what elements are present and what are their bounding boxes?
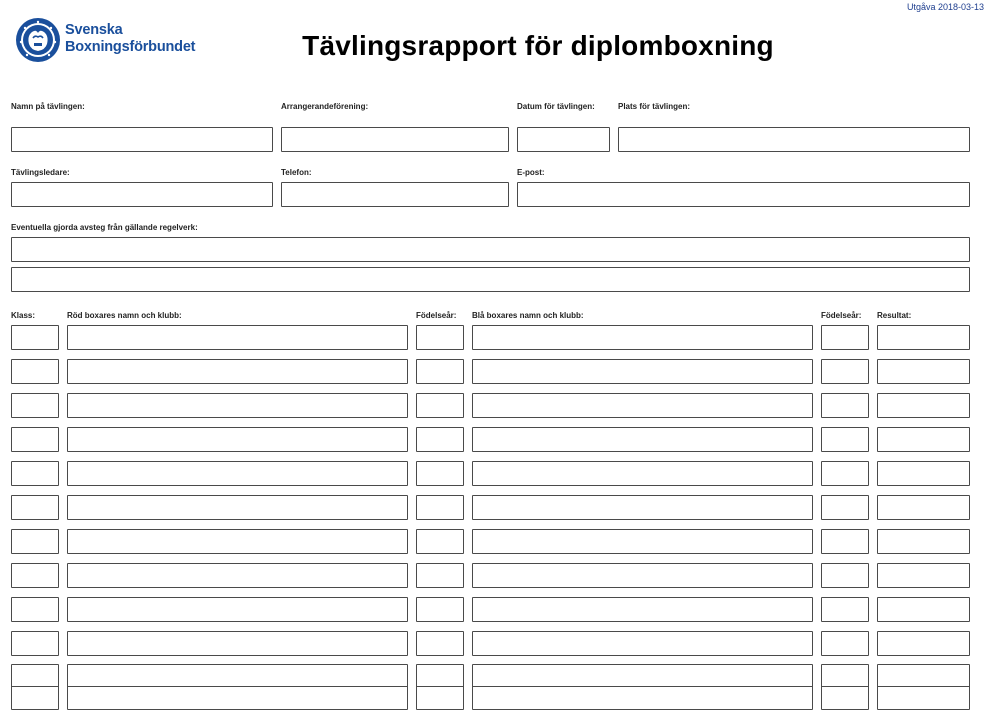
red-boxer-header: Röd boxares namn och klubb: (67, 311, 182, 320)
match-red-birth-cell[interactable] (416, 529, 464, 554)
blue-boxer-header: Blå boxares namn och klubb: (472, 311, 584, 320)
match-red-cell[interactable] (67, 686, 408, 710)
match-class-cell[interactable] (11, 563, 59, 588)
match-red-birth-cell[interactable] (416, 686, 464, 710)
match-class-cell[interactable] (11, 427, 59, 452)
match-result-cell[interactable] (877, 461, 970, 486)
match-blue-cell[interactable] (472, 597, 813, 622)
match-blue-cell[interactable] (472, 393, 813, 418)
email-field[interactable] (517, 182, 970, 207)
match-red-birth-cell[interactable] (416, 393, 464, 418)
match-result-cell[interactable] (877, 359, 970, 384)
match-red-cell[interactable] (67, 631, 408, 656)
match-blue-birth-cell[interactable] (821, 325, 869, 350)
match-class-cell[interactable] (11, 686, 59, 710)
edition-date: Utgåva 2018-03-13 (906, 2, 984, 12)
match-red-birth-cell[interactable] (416, 631, 464, 656)
match-red-cell[interactable] (67, 427, 408, 452)
match-class-cell[interactable] (11, 495, 59, 520)
leader-field[interactable] (11, 182, 273, 207)
match-class-cell[interactable] (11, 325, 59, 350)
match-blue-cell[interactable] (472, 563, 813, 588)
competition-name-field[interactable] (11, 127, 273, 152)
match-blue-birth-cell[interactable] (821, 359, 869, 384)
match-red-birth-cell[interactable] (416, 495, 464, 520)
match-red-cell[interactable] (67, 359, 408, 384)
match-class-cell[interactable] (11, 529, 59, 554)
match-red-cell[interactable] (67, 563, 408, 588)
match-class-cell[interactable] (11, 359, 59, 384)
match-red-birth-cell[interactable] (416, 597, 464, 622)
match-blue-birth-cell[interactable] (821, 563, 869, 588)
match-class-cell[interactable] (11, 597, 59, 622)
match-blue-cell[interactable] (472, 427, 813, 452)
blue-birth-year-header: Födelseår: (821, 311, 862, 320)
date-label: Datum för tävlingen: (517, 102, 595, 111)
match-blue-birth-cell[interactable] (821, 686, 869, 710)
match-class-cell[interactable] (11, 393, 59, 418)
match-red-cell[interactable] (67, 393, 408, 418)
date-field[interactable] (517, 127, 610, 152)
match-result-cell[interactable] (877, 495, 970, 520)
red-birth-year-header: Födelseår: (416, 311, 457, 320)
match-result-cell[interactable] (877, 563, 970, 588)
match-blue-birth-cell[interactable] (821, 529, 869, 554)
result-header: Resultat: (877, 311, 912, 320)
class-header: Klass: (11, 311, 36, 320)
match-blue-cell[interactable] (472, 325, 813, 350)
deviations-field-1[interactable] (11, 237, 970, 262)
match-class-cell[interactable] (11, 631, 59, 656)
match-class-cell[interactable] (11, 461, 59, 486)
match-red-birth-cell[interactable] (416, 427, 464, 452)
place-label: Plats för tävlingen: (618, 102, 691, 111)
match-red-cell[interactable] (67, 597, 408, 622)
match-blue-birth-cell[interactable] (821, 461, 869, 486)
match-result-cell[interactable] (877, 427, 970, 452)
logo-line-2: Boxningsförbundet (65, 39, 196, 55)
match-blue-birth-cell[interactable] (821, 631, 869, 656)
match-red-birth-cell[interactable] (416, 325, 464, 350)
match-blue-cell[interactable] (472, 529, 813, 554)
match-blue-cell[interactable] (472, 631, 813, 656)
match-blue-birth-cell[interactable] (821, 597, 869, 622)
match-result-cell[interactable] (877, 393, 970, 418)
logo-line-1: Svenska (65, 22, 123, 38)
match-red-cell[interactable] (67, 325, 408, 350)
page-title: Tävlingsrapport för diplomboxning (302, 30, 774, 61)
match-blue-birth-cell[interactable] (821, 427, 869, 452)
email-label: E-post: (517, 168, 545, 177)
match-blue-birth-cell[interactable] (821, 495, 869, 520)
match-blue-cell[interactable] (472, 359, 813, 384)
match-red-cell[interactable] (67, 495, 408, 520)
match-blue-cell[interactable] (472, 461, 813, 486)
match-result-cell[interactable] (877, 325, 970, 350)
match-red-cell[interactable] (67, 461, 408, 486)
match-red-cell[interactable] (67, 529, 408, 554)
match-result-cell[interactable] (877, 597, 970, 622)
organizer-field[interactable] (281, 127, 509, 152)
deviations-label: Eventuella gjorda avsteg från gällande regelverk: (11, 223, 198, 232)
match-blue-cell[interactable] (472, 686, 813, 710)
place-field[interactable] (618, 127, 970, 152)
match-red-birth-cell[interactable] (416, 563, 464, 588)
deviations-field-2[interactable] (11, 267, 970, 292)
match-result-cell[interactable] (877, 686, 970, 710)
match-red-birth-cell[interactable] (416, 359, 464, 384)
match-blue-cell[interactable] (472, 495, 813, 520)
organizer-label: Arrangerandeförening: (281, 102, 369, 111)
phone-label: Telefon: (281, 168, 312, 177)
match-result-cell[interactable] (877, 631, 970, 656)
match-result-cell[interactable] (877, 529, 970, 554)
competition-name-label: Namn på tävlingen: (11, 102, 85, 111)
phone-field[interactable] (281, 182, 509, 207)
match-blue-birth-cell[interactable] (821, 393, 869, 418)
match-red-birth-cell[interactable] (416, 461, 464, 486)
leader-label: Tävlingsledare: (11, 168, 70, 177)
